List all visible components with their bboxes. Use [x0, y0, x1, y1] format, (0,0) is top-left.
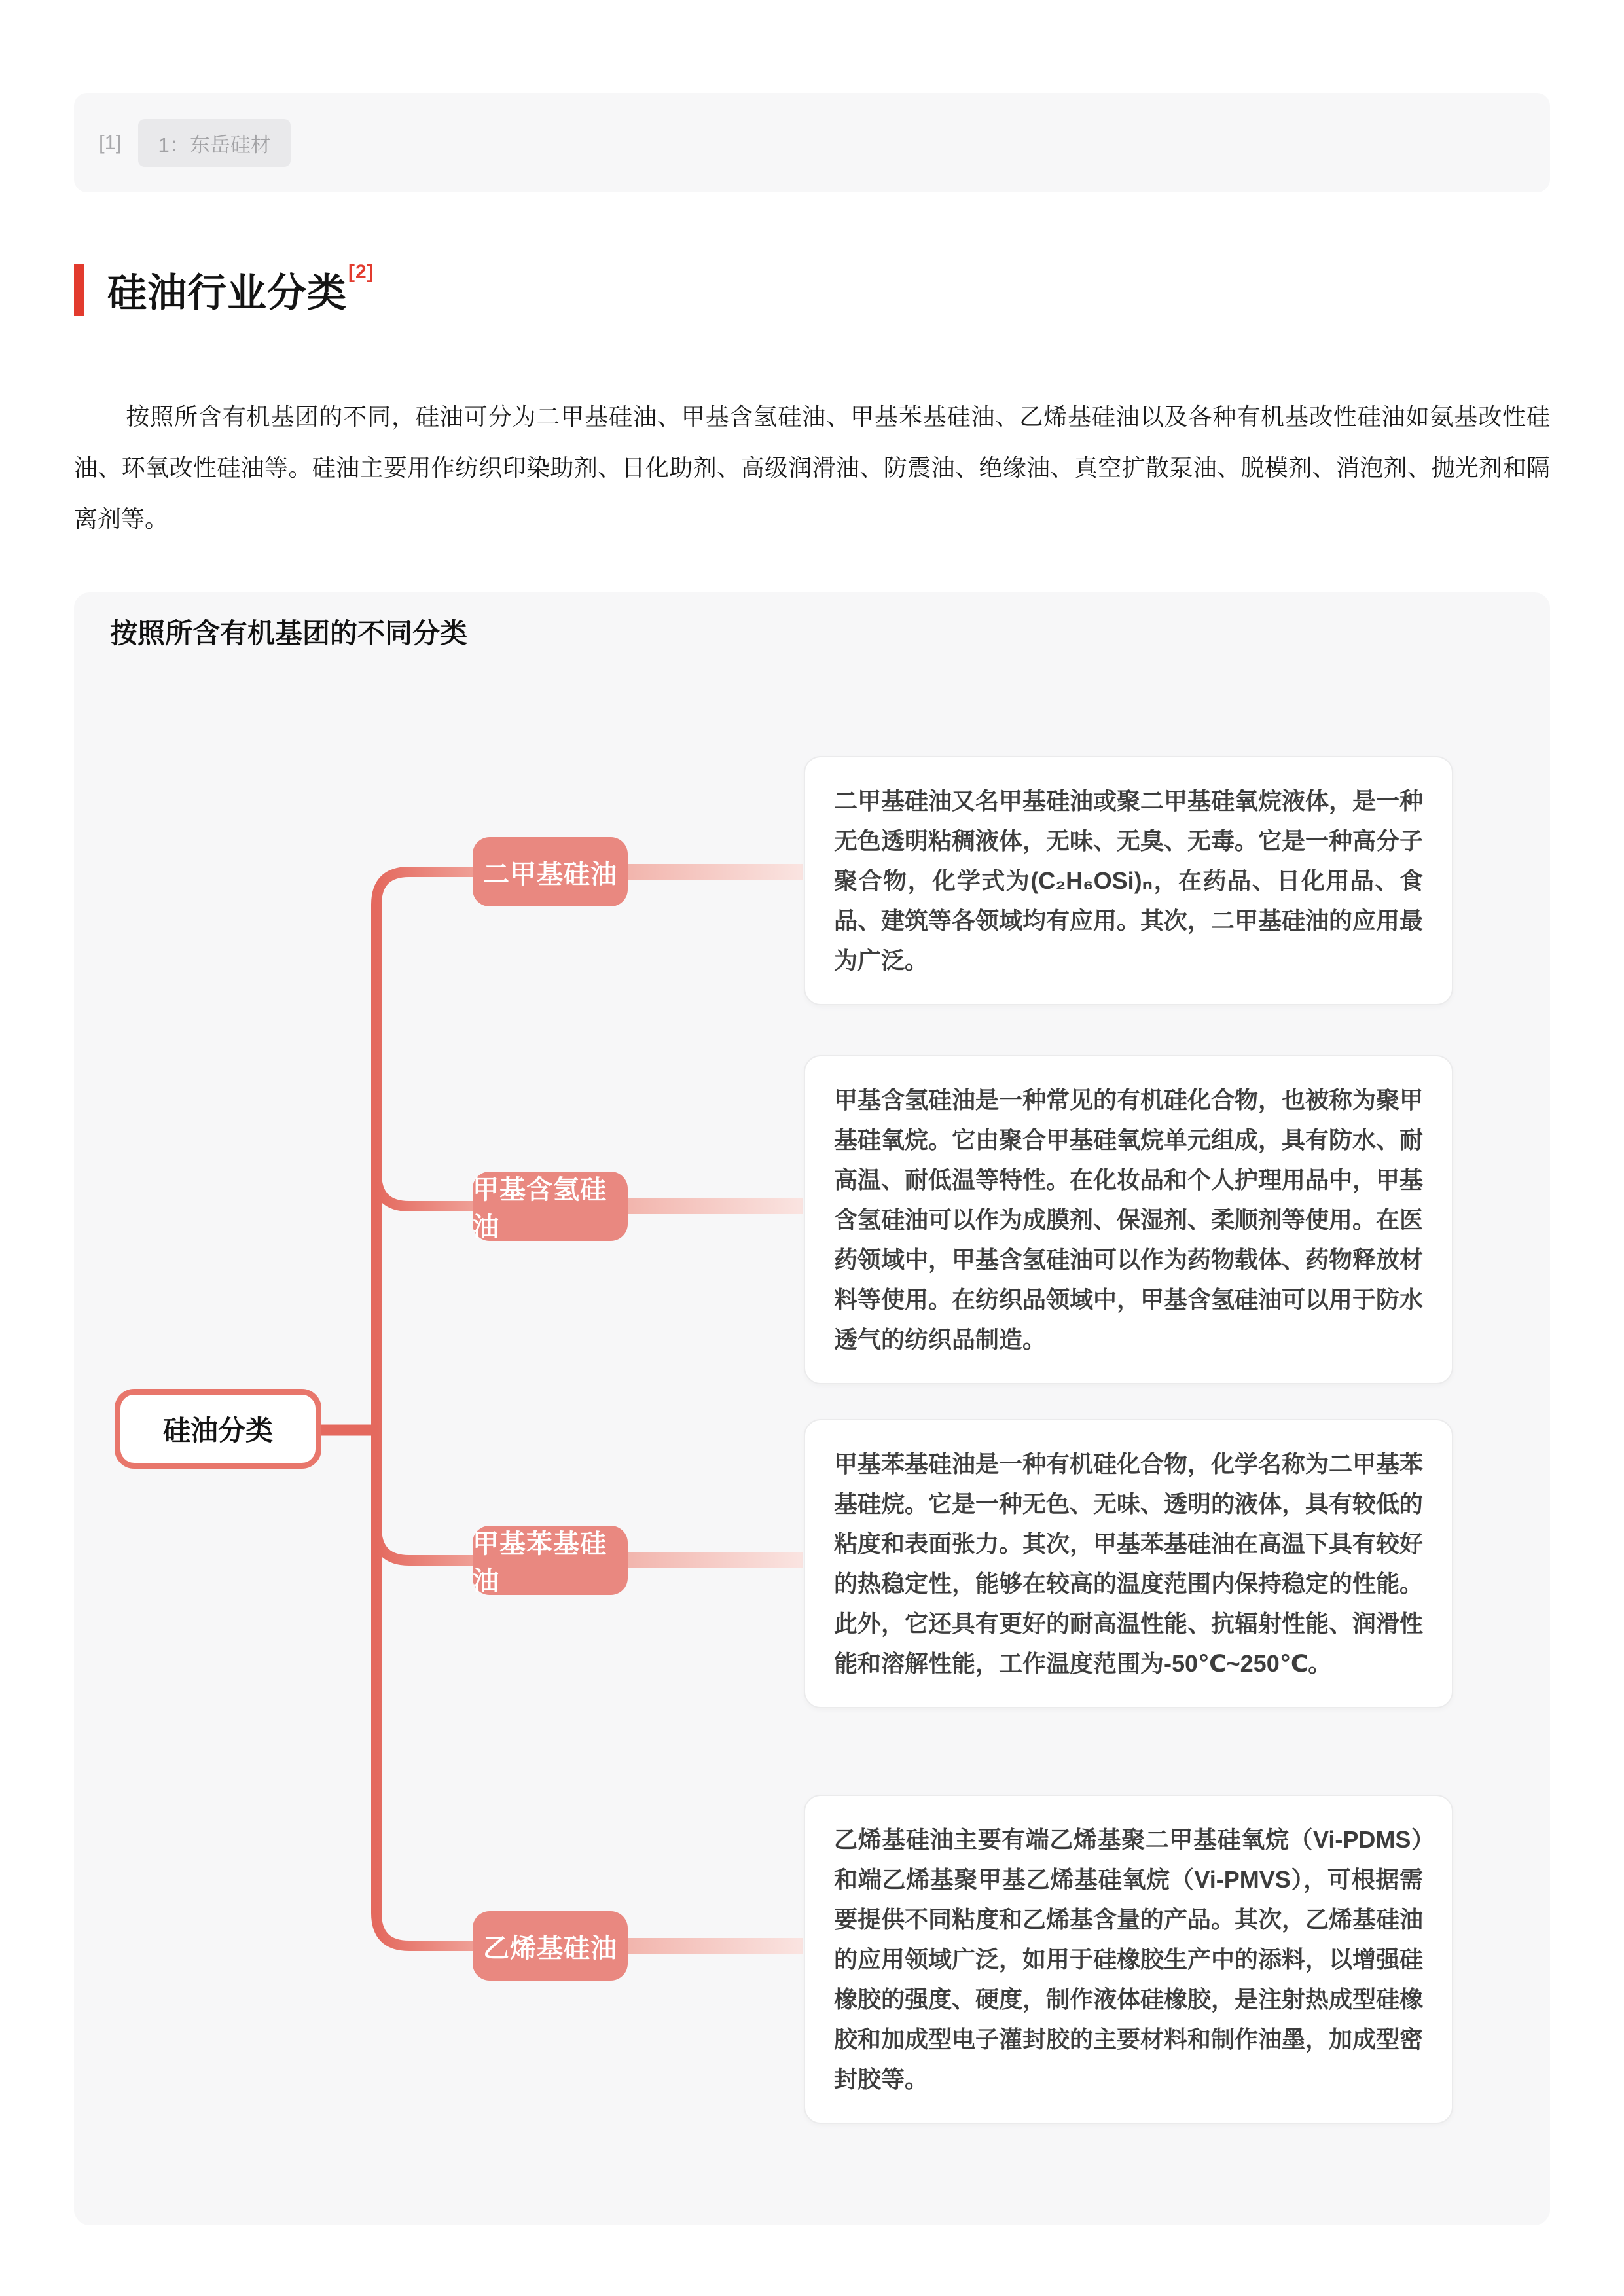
- branch-node-methylphenyl: 甲基苯基硅油: [473, 1526, 628, 1595]
- intro-paragraph: 按照所含有机基团的不同，硅油可分为二甲基硅油、甲基含氢硅油、甲基苯基硅油、乙烯基硅油以及各种有机基改性硅油如氨基改性硅油、环氧改性硅油等。硅油主要用作纺织印染助剂、日化助剂、高级润滑油、防震油、绝缘油、真空扩散泵油、脱模剂、消泡剂、抛光剂和隔离剂等。: [74, 403, 1550, 532]
- section-accent-bar: [74, 264, 84, 316]
- section-header: [74, 262, 373, 318]
- branch2-elbow: [376, 1174, 480, 1206]
- branch-node-vinyl: 乙烯基硅油: [473, 1911, 628, 1981]
- citation-source-chip[interactable]: 1：东岳硅材: [138, 119, 290, 167]
- desc-card-methylphenyl: 甲基苯基硅油是一种有机硅化合物，化学名称为二甲基苯基硅烷。它是一种无色、无味、透明的液体，具有较低的粘度和表面张力。其次，甲基苯基硅油在高温下具有较好的热稳定性，能够在较高的温度范围内保持稳定的性能。此外，它还具有更好的耐高温性能、抗辐射性能、润滑性能和溶解性能，工作温度范围为-50℃~250℃。: [804, 1419, 1453, 1708]
- classification-figure: [74, 592, 1550, 2225]
- trunk-line: [376, 872, 480, 1946]
- branch-node-dimethyl: 二甲基硅油: [473, 837, 628, 906]
- desc-card-methylhydrogen: 甲基含氢硅油是一种常见的有机硅化合物，也被称为聚甲基硅氧烷。它由聚合甲基硅氧烷单元组成，具有防水、耐高温、耐低温等特性。在化妆品和个人护理用品中，甲基含氢硅油可以作为成膜剂、保湿剂、柔顺剂等使用。在医药领域中，甲基含氢硅油可以作为药物载体、药物释放材料等使用。在纺织品领域中，甲基含氢硅油可以用于防水透气的纺织品制造。: [804, 1055, 1453, 1384]
- branch-node-methylhydrogen: 甲基含氢硅油: [473, 1172, 628, 1241]
- section-ref-sup[interactable]: [2]: [348, 261, 374, 283]
- citation-index: [1]: [99, 131, 122, 154]
- desc-card-vinyl: 乙烯基硅油主要有端乙烯基聚二甲基硅氧烷（Vi-PDMS）和端乙烯基聚甲基乙烯基硅氧烷（Vi-PMVS），可根据需要提供不同粘度和乙烯基含量的产品。其次，乙烯基硅油的应用领域广泛，如用于硅橡胶生产中的添料，以增强硅橡胶的强度、硬度，制作液体硅橡胶，是注射热成型硅橡胶和加成型电子灌封胶的主要材料和制作油墨，加成型密封胶等。: [804, 1795, 1453, 2124]
- citation-bar: [74, 93, 1550, 192]
- branch3-elbow: [376, 1528, 480, 1560]
- desc-card-dimethyl: 二甲基硅油又名甲基硅油或聚二甲基硅氧烷液体，是一种无色透明粘稠液体，无味、无臭、无毒。它是一种高分子聚合物，化学式为(C₂H₆OSi)ₙ，在药品、日化用品、食品、建筑等各领域均有应用。其次，二甲基硅油的应用最为广泛。: [804, 756, 1453, 1005]
- figure-title: 按照所含有机基团的不同分类: [110, 618, 468, 649]
- root-node: 硅油分类: [115, 1389, 321, 1469]
- section-title: 硅油行业分类[2]: [107, 261, 374, 315]
